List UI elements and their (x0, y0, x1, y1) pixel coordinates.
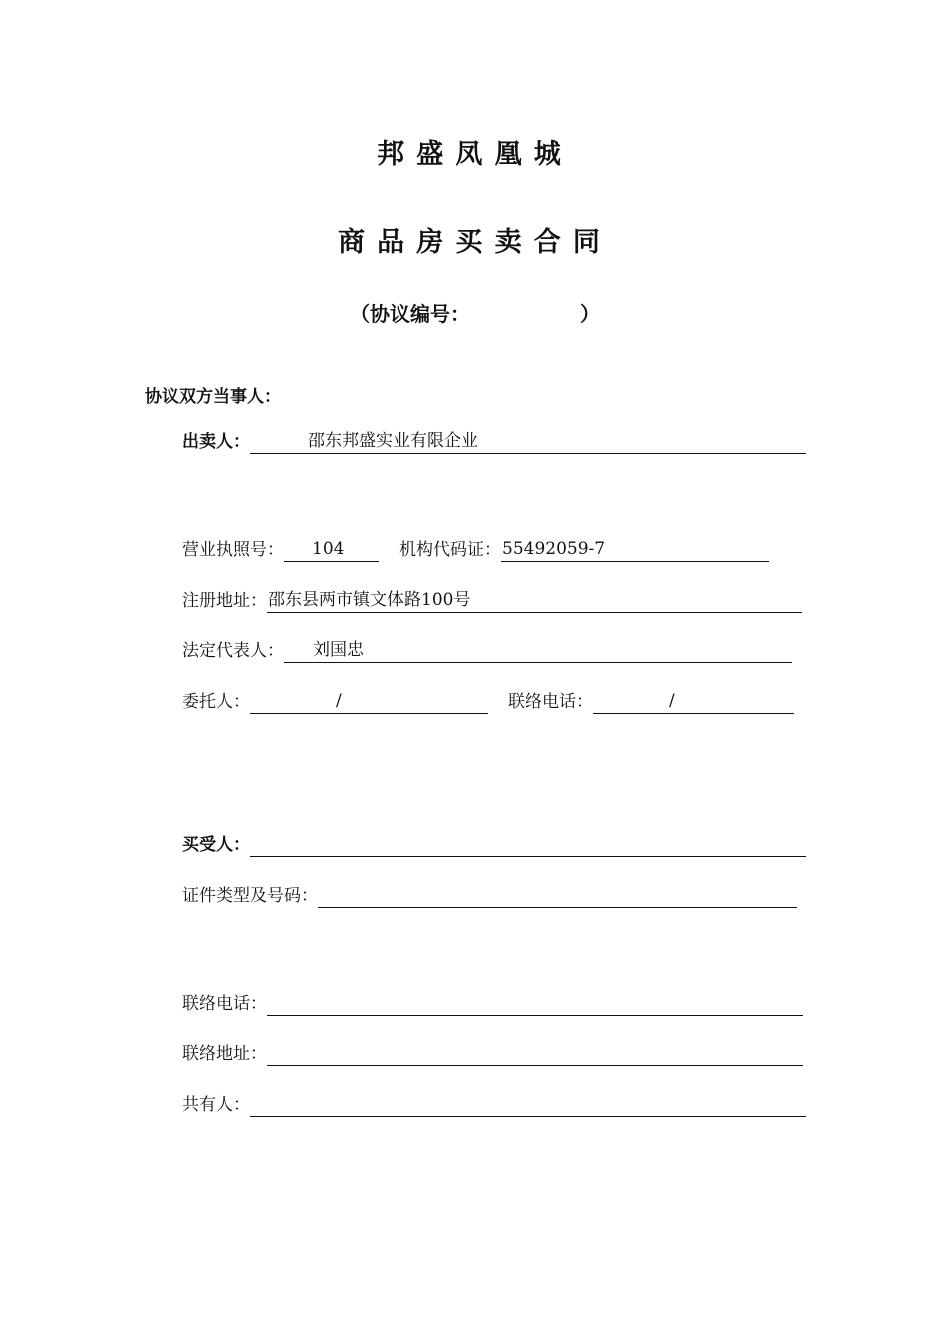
address-field[interactable] (267, 591, 802, 613)
seller-row (182, 430, 806, 454)
agreement-number (0, 298, 950, 327)
seller-name-field[interactable] (250, 432, 806, 454)
license-label: 营业执照号： (182, 540, 284, 560)
address-row (182, 589, 802, 613)
seller-name: 邵东邦盛实业有限企业 (308, 431, 478, 451)
buyer-id-label: 证件类型及号码： (182, 886, 318, 906)
address-value: 邵东县两市镇文体路100号 (268, 590, 471, 610)
seller-label: 出卖人： (182, 432, 250, 452)
legal-rep-label: 法定代表人： (182, 641, 284, 661)
agent-row (182, 690, 794, 714)
org-code-value: 55492059-7 (502, 539, 606, 559)
buyer-id-field[interactable] (318, 886, 797, 908)
co-owner-field[interactable] (250, 1095, 806, 1117)
buyer-name-field[interactable] (250, 835, 806, 857)
license-field[interactable] (284, 540, 379, 562)
buyer-row (182, 833, 806, 857)
buyer-phone-row (182, 992, 803, 1016)
buyer-address-label: 联络地址： (182, 1044, 267, 1064)
seller-phone-field[interactable] (593, 692, 794, 714)
project-title: 邦盛凤凰城 (377, 139, 573, 170)
agreement-number-close: ） (580, 302, 600, 326)
agent-label: 委托人： (182, 692, 250, 712)
buyer-label: 买受人： (182, 835, 250, 855)
buyer-phone-label: 联络电话： (182, 994, 267, 1014)
buyer-address-field[interactable] (267, 1044, 803, 1066)
agreement-number-label: （协议编号： (350, 302, 470, 326)
legal-rep-field[interactable] (284, 641, 792, 663)
license-row (182, 538, 769, 562)
contract-title: 商品房买卖合同 (337, 227, 613, 258)
org-code-field[interactable] (501, 540, 769, 562)
seller-phone-value: / (669, 691, 675, 711)
license-value: 104 (312, 539, 345, 559)
buyer-id-row (182, 884, 797, 908)
address-label: 注册地址： (182, 591, 267, 611)
legal-rep-value: 刘国忠 (313, 640, 364, 660)
org-code-label: 机构代码证： (399, 540, 501, 560)
agent-value: / (336, 691, 342, 711)
buyer-address-row (182, 1042, 803, 1066)
co-owner-label: 共有人： (182, 1095, 250, 1115)
agent-field[interactable] (250, 692, 488, 714)
co-owner-row (182, 1093, 806, 1117)
buyer-phone-field[interactable] (267, 994, 803, 1016)
legal-rep-row (182, 639, 792, 663)
parties-heading: 协议双方当事人： (145, 387, 281, 407)
seller-phone-label: 联络电话： (508, 692, 593, 712)
